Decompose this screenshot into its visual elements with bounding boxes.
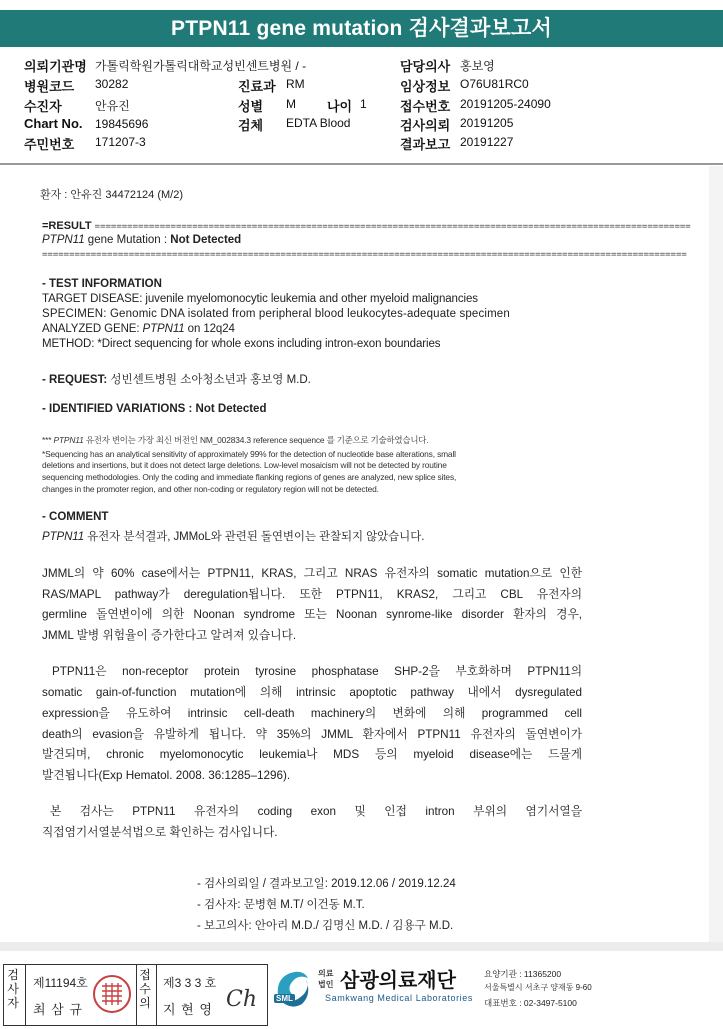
comment-paragraph-2-line: death의 evasion을 유발하게 됩니다. 약 35%의 JMML 환자에서 PTPN11 유전자의 돌연변이가 bbox=[42, 728, 582, 741]
cell-divider bbox=[136, 965, 137, 1025]
info-value: 20191227 bbox=[460, 135, 514, 149]
info-label: 성별 bbox=[238, 99, 264, 114]
report-title: PTPN11 gene mutation 검사결과보고서 bbox=[0, 10, 723, 47]
comment-heading: - COMMENT bbox=[42, 511, 109, 523]
cell-divider bbox=[25, 965, 26, 1025]
request-line bbox=[42, 371, 311, 387]
sequencing-note-line: changes in the promoter region, and other non-coding or regulatory region will not be detected. bbox=[42, 484, 379, 494]
info-value: 171207-3 bbox=[95, 135, 146, 149]
comment-paragraph-3-line: 본 검사는 PTPN11 유전자의 coding exon 및 인접 intron 부위의 염기서열을 bbox=[50, 805, 582, 818]
age-value: 1 bbox=[360, 97, 367, 111]
handwritten-signature: Ch bbox=[226, 987, 258, 1012]
variations-value: Not Detected bbox=[195, 403, 267, 415]
specimen: SPECIMEN: Genomic DNA isolated from peripheral blood leukocytes-adequate specimen bbox=[42, 308, 510, 320]
footer-separator bbox=[0, 942, 723, 951]
result-rule-bottom: ======================================================================================================================= bbox=[42, 250, 687, 260]
info-label: 검사의뢰 bbox=[400, 118, 451, 133]
comment-paragraph-1-line: germline 돌연변이에 의한 Noonan syndrome 또는 Noonan synrome-like disorder 환자의 경우, bbox=[42, 608, 582, 621]
info-value: 30282 bbox=[95, 77, 129, 91]
vertical-char: 수 bbox=[139, 982, 151, 996]
comment-paragraph-2-line: somatic gain-of-function mutation에 의해 intrinsic apoptotic pathway 내에서 dysregulated bbox=[42, 686, 582, 699]
vertical-char: 의 bbox=[139, 996, 151, 1010]
vertical-char: 자 bbox=[7, 996, 19, 1010]
request-label: - REQUEST: bbox=[42, 374, 108, 386]
info-label: 수진자 bbox=[24, 99, 62, 114]
info-label: 병원코드 bbox=[24, 79, 75, 94]
inspector-name: 최 삼 규 bbox=[33, 1002, 83, 1017]
note-rest: 유전자 변이는 가장 최신 버전인 NM_002834.3 reference sequence 를 기준으로 기술하였습니다. bbox=[83, 435, 429, 445]
result-rule-top: =RESULT ============================================================================================================== bbox=[42, 220, 691, 232]
target-disease: TARGET DISEASE: juvenile myelomonocytic leukemia and other myeloid malignancies bbox=[42, 293, 478, 305]
comment-paragraph-1-line: JMML 발병 위험율이 증가한다고 알려져 있습니다. bbox=[42, 629, 297, 642]
inspector-number: 제11194호 bbox=[33, 976, 88, 990]
result-value: Not Detected bbox=[170, 234, 242, 246]
address: 서울특별시 서초구 양재동 9-60 bbox=[484, 983, 592, 992]
sequencing-note-line: deletions and insertions, but it does not detect large deletions. Low-level mosaicism will not be detected by routine bbox=[42, 460, 447, 470]
corp-small-1: 의료 bbox=[318, 969, 334, 978]
vertical-char: 검 bbox=[7, 968, 19, 982]
analyzed-gene bbox=[42, 323, 235, 335]
test-info-heading: - TEST INFORMATION bbox=[42, 278, 162, 290]
reference-note bbox=[42, 434, 428, 446]
variations-label: - IDENTIFIED VARIATIONS : bbox=[42, 403, 196, 415]
age-label: 나이 bbox=[327, 99, 353, 114]
patient-line: 환자 : 안유진 34472124 (M/2) bbox=[40, 189, 184, 201]
result-line bbox=[42, 234, 241, 246]
info-label: 임상정보 bbox=[400, 79, 451, 94]
info-label: 담당의사 bbox=[400, 59, 451, 74]
institution-code: 요양기관 : 11365200 bbox=[484, 969, 562, 979]
comment-paragraph-2-line: PTPN11은 non-receptor protein tyrosine phosphatase SHP-2을 부호화하며 PTPN11의 bbox=[52, 665, 582, 678]
info-value: 19845696 bbox=[95, 117, 149, 131]
comment-paragraph-2-line: 발견됩니다(Exp Hematol. 2008. 36:1285–1296). bbox=[42, 769, 291, 782]
header-divider bbox=[0, 163, 723, 165]
result-text: gene Mutation : bbox=[84, 234, 171, 246]
note-gene: PTPN11 bbox=[53, 435, 84, 445]
logo-badge: SML bbox=[276, 994, 293, 1003]
request-report-dates: - 검사의뢰일 / 결과보고일: 2019.12.06 / 2019.12.24 bbox=[197, 878, 456, 890]
variations-line bbox=[42, 403, 266, 415]
info-value: 홍보영 bbox=[460, 59, 495, 73]
analyzed-prefix: ANALYZED GENE: bbox=[42, 323, 143, 335]
sequencing-note-line: sequencing methodologies. Only the coding and immediate flanking regions of genes are analyzed, new splice sites, bbox=[42, 472, 457, 482]
patient-info-header bbox=[0, 52, 723, 162]
comment-paragraph-2-line: 발견되며, chronic myelomonocytic leukemia나 MDS 등의 myeloid disease에는 드물게 bbox=[42, 748, 582, 761]
sml-logo-icon bbox=[272, 966, 312, 1010]
comment-summary bbox=[42, 528, 424, 544]
info-value: 가톨릭학원가톨릭대학교성빈센트병원 / - bbox=[95, 59, 307, 73]
comment-paragraph-3-line: 직접염기서열분석법으로 확인하는 검사입니다. bbox=[42, 826, 278, 839]
confirm-number: 제3 3 3 호 bbox=[163, 976, 217, 990]
vertical-char: 접 bbox=[139, 968, 151, 982]
info-label: 주민번호 bbox=[24, 137, 75, 152]
analyzed-suffix: on 12q24 bbox=[184, 323, 235, 335]
corp-english-name: Samkwang Medical Laboratories bbox=[325, 993, 473, 1003]
corp-small-2: 법인 bbox=[318, 980, 334, 989]
info-label: 결과보고 bbox=[400, 137, 451, 152]
comment-text: 유전자 분석결과, JMMoL와 관련된 돌연변이는 관찰되지 않았습니다. bbox=[84, 531, 425, 543]
logo-mark-icon bbox=[272, 966, 312, 1010]
vertical-char: 사 bbox=[7, 982, 19, 996]
info-value: EDTA Blood bbox=[286, 116, 351, 130]
info-value: 20191205 bbox=[460, 116, 514, 130]
tester-line: - 검사자: 문병현 M.T/ 이건동 M.T. bbox=[197, 899, 365, 911]
seal-pattern-icon bbox=[95, 977, 129, 1011]
analyzed-gene-name: PTPN11 bbox=[142, 323, 185, 335]
sequencing-note-line: *Sequencing has an analytical sensitivity of approximately 99% for the detection of nucleotide base alterations, small bbox=[42, 449, 456, 459]
info-label: Chart No. bbox=[24, 116, 83, 131]
info-value: O76U81RC0 bbox=[460, 77, 529, 91]
info-label: 접수번호 bbox=[400, 99, 451, 114]
note-prefix: *** bbox=[42, 435, 54, 445]
corp-name: 삼광의료재단 bbox=[340, 970, 456, 992]
info-value: 안유진 bbox=[95, 99, 130, 113]
footer bbox=[0, 952, 723, 1029]
info-label: 진료과 bbox=[238, 79, 276, 94]
representative-phone: 대표번호 : 02-3497-5100 bbox=[484, 998, 577, 1008]
comment-paragraph-1-line: JMML의 약 60% case에서는 PTPN11, KRAS, 그리고 NRAS 유전자의 somatic mutation으로 인한 bbox=[42, 567, 582, 580]
comment-paragraph-1-line: RAS/MAPL pathway가 deregulation됩니다. 또한 PTPN11, KRAS2, 그리고 CBL 유전자의 bbox=[42, 588, 582, 601]
comment-paragraph-2-line: expression을 유도하여 intrinsic cell-death machinery의 변화에 의해 programmed cell bbox=[42, 707, 582, 720]
method: METHOD: *Direct sequencing for whole exons including intron-exon boundaries bbox=[42, 338, 441, 350]
report-edge bbox=[709, 166, 723, 948]
reporter-line: - 보고의사: 안아리 M.D./ 김명신 M.D. / 김용구 M.D. bbox=[197, 920, 454, 932]
result-gene: PTPN11 bbox=[42, 234, 85, 246]
info-label: 검체 bbox=[238, 118, 264, 133]
confirm-name: 지 현 영 bbox=[163, 1002, 213, 1017]
inspector-vertical-label bbox=[6, 968, 20, 1010]
info-value: M bbox=[286, 97, 296, 111]
signature-box bbox=[3, 964, 268, 1026]
info-value: 20191205-24090 bbox=[460, 97, 551, 111]
confirm-vertical-label bbox=[138, 968, 152, 1010]
request-value: 성빈센트병원 소아청소년과 홍보영 M.D. bbox=[107, 374, 311, 386]
cell-divider bbox=[156, 965, 157, 1025]
comment-gene: PTPN11 bbox=[42, 531, 85, 543]
result-head: =RESULT bbox=[42, 220, 95, 232]
official-seal-icon bbox=[93, 975, 131, 1013]
info-value: RM bbox=[286, 77, 305, 91]
info-label: 의뢰기관명 bbox=[24, 59, 87, 74]
